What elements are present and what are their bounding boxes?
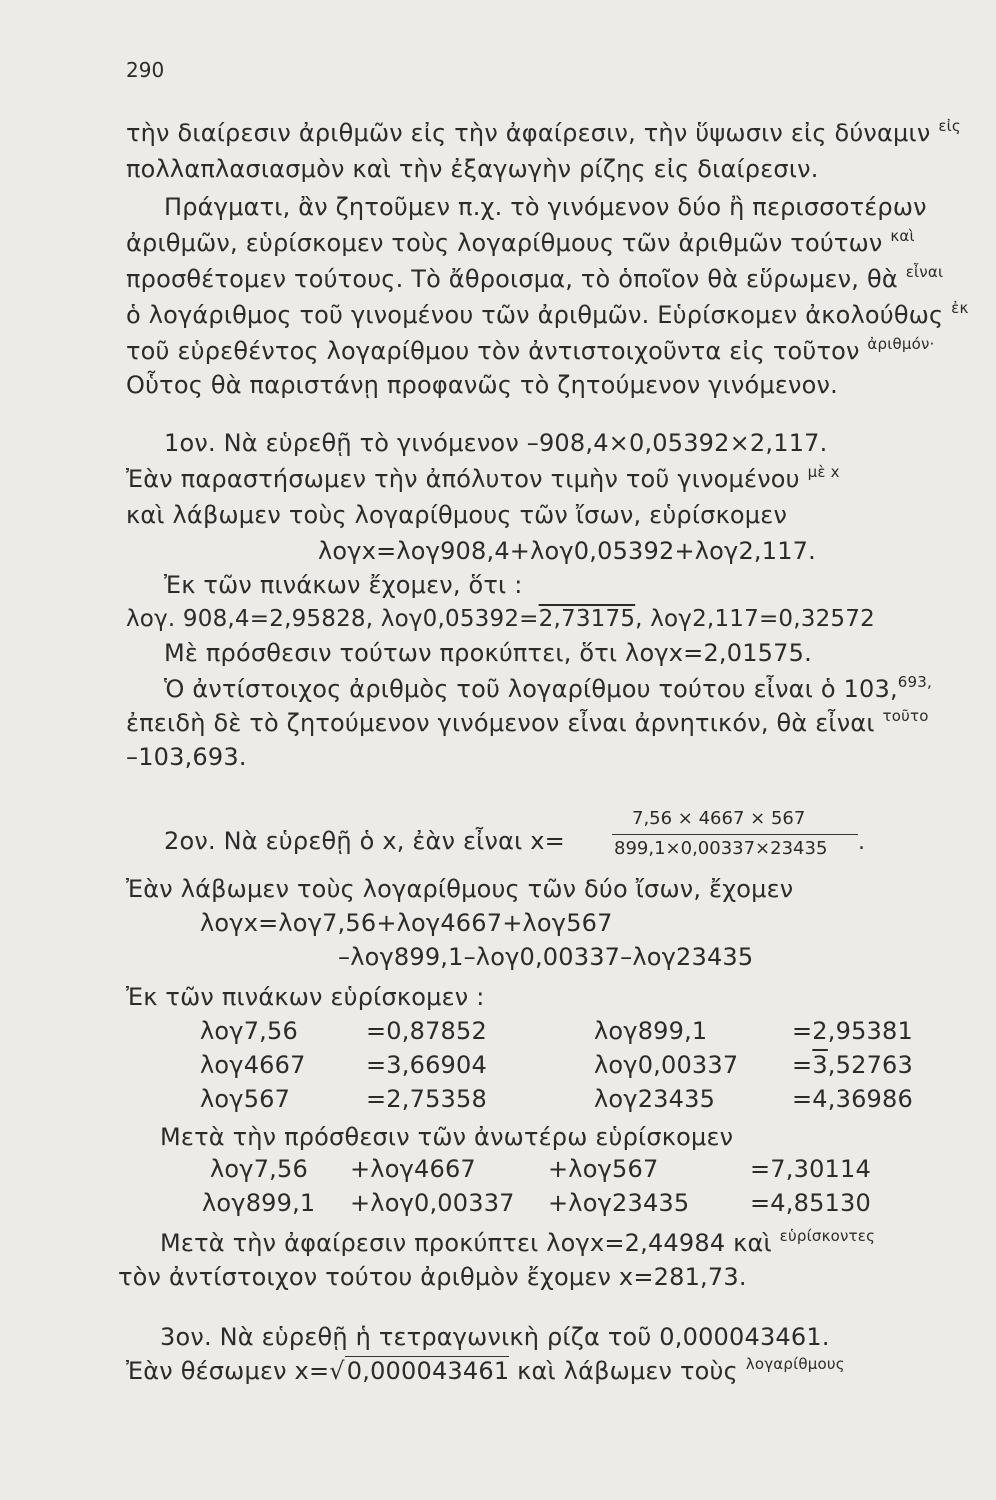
text-line: Ἐκ τῶν πινάκων ἔχομεν, ὅτι : [164, 571, 523, 599]
fraction-period: . [858, 830, 865, 855]
margin-word: ἀριθμόν· [867, 335, 935, 353]
text-line: προσθέτομεν τούτους. Τὸ ἄθροισμα, τὸ ὁποῖον θὰ εὕρωμεν, θὰ $^{\varepsilon ἶ\nu\alpha\iota}$ [126, 263, 944, 293]
sum-table-cell: +λογ4667 [350, 1155, 476, 1183]
log-table-cell: =2,75358 [366, 1085, 487, 1113]
log-table-cell: =0,87852 [366, 1017, 487, 1045]
text-line: καὶ λάβωμεν τοὺς λογαρίθμους τῶν ἴσων, εὑρίσκομεν [126, 501, 788, 529]
fraction-bar [612, 834, 858, 835]
text-line: Ἐκ τῶν πινάκων εὑρίσκομεν : [126, 983, 485, 1011]
log-table-cell: =3,66904 [366, 1051, 487, 1079]
equation: λογx=λογ7,56+λογ4667+λογ567 [200, 909, 613, 937]
margin-word: τοῦτο [882, 707, 929, 725]
sum-table-cell: λογ899,1 [202, 1189, 316, 1217]
example-heading: 3ον. Νὰ εὑρεθῇ ἡ τετραγωνικὴ ρίζα τοῦ 0,000043461. [160, 1323, 830, 1351]
text-line: Μὲ πρόσθεσιν τούτων προκύπτει, ὅτι λογx=2,01575. [164, 639, 812, 667]
log-table-cell: =4,36986 [792, 1085, 913, 1113]
text-line: πολλαπλασιασμὸν καὶ τὴν ἐξαγωγὴν ρίζης εἰς διαίρεσιν. [126, 155, 819, 183]
log-table-cell: λογ0,00337 [594, 1051, 739, 1079]
page-number: 290 [126, 58, 165, 82]
text-line: ὁ λογάριθμος τοῦ γινομένου τῶν ἀριθμῶν. Εὑρίσκομεν ἀκολούθως $^{ἐ\kappa}$ [126, 299, 969, 329]
margin-word: ἐκ [951, 299, 969, 317]
log-values-line: λογ. 908,4=2,95828, λογ0,05392=2,73175, λογ2,117=0,32572 [126, 606, 875, 632]
text-line: –103,693. [126, 743, 247, 771]
margin-word: 693, [897, 673, 932, 691]
text-line: Μετὰ τὴν ἀφαίρεσιν προκύπτει λογx=2,44984 καὶ $^{\varepsilon ὑ\rho ί\sigma\kappa o\nu\tau\varepsilon\varsigma}$ [160, 1227, 876, 1257]
log-table-cell: λογ567 [200, 1085, 291, 1113]
equation: –λογ899,1–λογ0,00337–λογ23435 [338, 943, 754, 971]
example-heading: 2ον. Νὰ εὑρεθῇ ὁ x, ἐὰν εἶναι x= [164, 827, 565, 855]
text-line: τοῦ εὑρεθέντος λογαρίθμου τὸν ἀντιστοιχοῦντα εἰς τοῦτον $^{ἀ\rho\iota\theta\mu ό\nu\cdot}$ [126, 335, 935, 365]
margin-word: καὶ [890, 227, 915, 245]
margin-word: εἶναι [905, 263, 944, 281]
text-line: Ὁ ἀντίστοιχος ἀριθμὸς τοῦ λογαρίθμου τούτου εἶναι ὁ 103,$^{693,}$ [164, 673, 932, 703]
sum-table-cell: +λογ567 [548, 1155, 659, 1183]
text-line: Ἐὰν παραστήσωμεν τὴν ἀπόλυτον τιμὴν τοῦ γινομένου $^{\mu ὲ x}$ [126, 463, 840, 493]
sum-table-cell: =4,85130 [750, 1189, 871, 1217]
log-table-cell: λογ7,56 [200, 1017, 298, 1045]
sqrt-sign: √ [329, 1357, 345, 1385]
text-line: Πράγματι, ἂν ζητοῦμεν π.χ. τὸ γινόμενον δύο ἢ περισσοτέρων [164, 193, 927, 221]
equation: λογx=λογ908,4+λογ0,05392+λογ2,117. [318, 537, 816, 565]
margin-word: εἰς [938, 117, 961, 135]
text-line: Οὗτος θὰ παριστάνῃ προφανῶς τὸ ζητούμενον γινόμενον. [126, 371, 838, 399]
text-line: Μετὰ τὴν πρόσθεσιν τῶν ἀνωτέρω εὑρίσκομεν [160, 1123, 734, 1151]
log-table-cell: =2,95381 [792, 1017, 913, 1045]
text-line: τὴν διαίρεσιν ἀριθμῶν εἰς τὴν ἀφαίρεσιν, τὴν ὕψωσιν εἰς δύναμιν $^{\varepsilon ἰ\varsigma}$ [126, 117, 961, 147]
margin-word: εὑρίσκοντες [779, 1227, 876, 1245]
sqrt-argument: 0,000043461 [346, 1357, 510, 1385]
log-table-cell: λογ4667 [200, 1051, 306, 1079]
fraction-numerator: 7,56 × 4667 × 567 [632, 808, 806, 829]
log-table-cell: λογ899,1 [594, 1017, 708, 1045]
text-line: Ἐὰν λάβωμεν τοὺς λογαρίθμους τῶν δύο ἴσων, ἔχομεν [126, 875, 794, 903]
sum-table-cell: +λογ0,00337 [350, 1189, 515, 1217]
log-table-cell: λογ23435 [594, 1085, 716, 1113]
sum-table-cell: +λογ23435 [548, 1189, 690, 1217]
text-line: τὸν ἀντίστοιχον τούτου ἀριθμὸν ἔχομεν x=281,73. [118, 1263, 747, 1291]
sum-table-cell: =7,30114 [750, 1155, 871, 1183]
text-line: ἐπειδὴ δὲ τὸ ζητούμενον γινόμενον εἶναι ἀρνητικόν, θὰ εἶναι $^{\tau oῦ\tau o}$ [126, 707, 929, 737]
text-line: Ἐὰν θέσωμεν x=√0,000043461 καὶ λάβωμεν τοὺς $^{\lambda o\gamma\alpha\rho ί\theta\mu o\upsilon\varsigma}$ [126, 1355, 845, 1385]
sum-table-cell: λογ7,56 [210, 1155, 308, 1183]
margin-word: λογαρίθμους [745, 1355, 845, 1373]
fraction-denominator: 899,1×0,00337×23435 [614, 838, 828, 859]
text-line: ἀριθμῶν, εὑρίσκομεν τοὺς λογαρίθμους τῶν ἀριθμῶν τούτων $^{\kappa\alpha ὶ}$ [126, 227, 915, 257]
log-table-cell: =3,52763 [792, 1051, 913, 1079]
margin-word: μὲ x [807, 463, 840, 481]
example-heading: 1ον. Νὰ εὑρεθῇ τὸ γινόμενον –908,4×0,05392×2,117. [164, 429, 828, 457]
